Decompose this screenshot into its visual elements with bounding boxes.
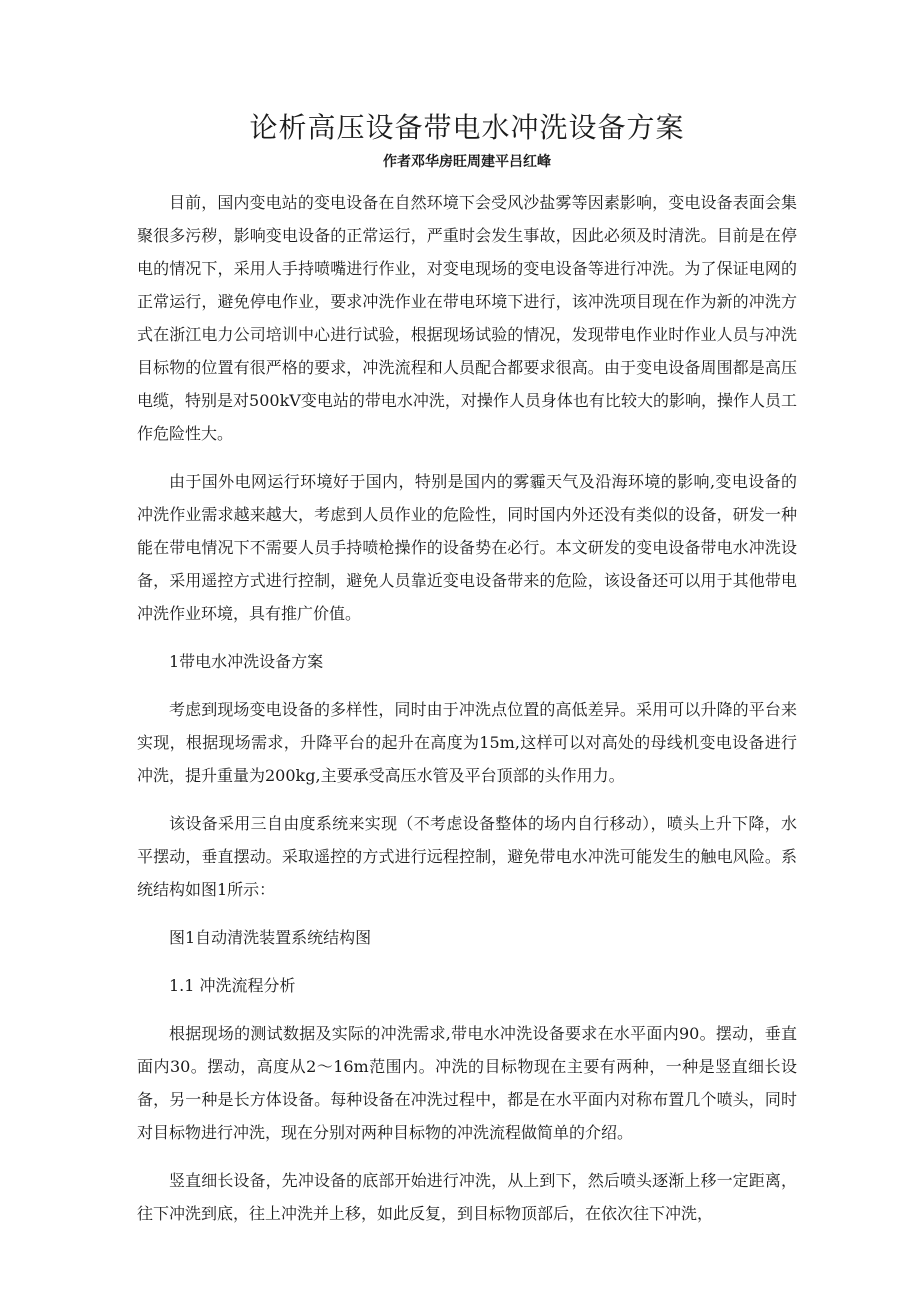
- section-heading-1-1: 1.1 冲洗流程分析: [169, 976, 296, 995]
- document-title: 论析高压设备带电水冲洗设备方案: [249, 111, 685, 144]
- paragraph-flow-requirements: 根据现场的测试数据及实际的冲洗需求,带电水冲洗设备要求在水平面内90。摆动，垂直面内30。摆动，高度从2～16m范围内。冲洗的目标物现在主要有两种，一种是竖直细长设备，另一种是长方体设备。每种设备在冲洗过程中，都是在水平面内对称布置几个喷头，同时对目标物进行冲洗，现在分别对两种目标物的冲洗流程做简单的介绍。: [137, 1024, 797, 1142]
- paragraph-three-dof: 该设备采用三自由度系统来实现（不考虑设备整体的场内自行移动），喷头上升下降，水平摆动，垂直摆动。采取遥控的方式进行远程控制，避免带电水冲洗可能发生的触电风险。系统结构如图1所示：: [137, 814, 797, 899]
- paragraph-intro-2: 由于国外电网运行环境好于国内，特别是国内的雾霾天气及沿海环境的影响,变电设备的冲洗作业需求越来越大，考虑到人员作业的危险性，同时国内外还没有类似的设备，研发一种能在带电情况下不需要人员手持喷枪操作的设备势在必行。本文研发的变电设备带电水冲洗设备，采用遥控方式进行控制，避免人员靠近变电设备带来的危险，该设备还可以用于其他带电冲洗作业环境，具有推广价值。: [137, 472, 797, 623]
- paragraph-vertical-equipment: 竖直细长设备，先冲设备的底部开始进行冲洗，从上到下，然后喷头逐渐上移一定距离，往下冲洗到底，往上冲洗并上移，如此反复，到目标物顶部后，在依次往下冲洗，: [137, 1171, 797, 1223]
- figure-caption: 图1自动清洗装置系统结构图: [169, 928, 372, 947]
- section-heading-1: 1带电水冲洗设备方案: [169, 652, 324, 671]
- author-line: 作者邓华房旺周建平吕红峰: [383, 154, 551, 170]
- paragraph-platform: 考虑到现场变电设备的多样性，同时由于冲洗点位置的高低差异。采用可以升降的平台来实现，根据现场需求，升降平台的起升在高度为15m,这样可以对高处的母线机变电设备进行冲洗，提升重量为200kg,主要承受高压水管及平台顶部的头作用力。: [137, 700, 797, 785]
- document-body: [137, 186, 797, 1245]
- paragraph-intro-1: 目前，国内变电站的变电设备在自然环境下会受风沙盐雾等因素影响，变电设备表面会集聚很多污秽，影响变电设备的正常运行，严重时会发生事故，因此必须及时清洗。目前是在停电的情况下，采用人手持喷嘴进行作业，对变电现场的变电设备等进行冲洗。为了保证电网的正常运行，避免停电作业，要求冲洗作业在带电环境下进行，该冲洗项目现在作为新的冲洗方式在浙江电力公司培训中心进行试验，根据现场试验的情况，发现带电作业时作业人员与冲洗目标物的位置有很严格的要求，冲洗流程和人员配合都要求很高。由于变电设备周围都是高压电缆，特别是对500kV变电站的带电水冲洗，对操作人员身体也有比较大的影响，操作人员工作危险性大。: [137, 193, 797, 443]
